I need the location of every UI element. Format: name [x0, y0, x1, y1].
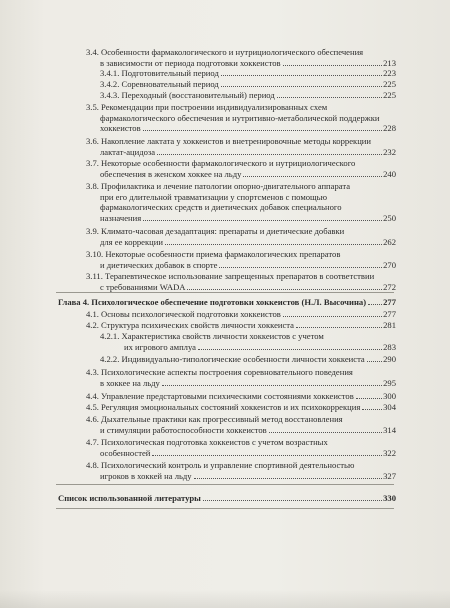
leader-dots: [165, 244, 382, 245]
leader-dots: [296, 327, 382, 328]
page-number: 327: [383, 470, 396, 481]
leader-dots: [198, 349, 382, 350]
toc-line: 3.4.1. Подготовительный период: [100, 68, 219, 78]
toc-line: 3.10. Некоторые особенности приема фармакологических препаратов: [86, 249, 341, 259]
page-shadow: [0, 590, 450, 608]
page-number: 300: [383, 391, 396, 401]
toc-entry-chapter-4: [58, 297, 396, 308]
toc-line: и стимуляции работоспособности хоккеистов: [100, 424, 267, 435]
page-number: 225: [383, 90, 396, 100]
toc-line: 4.7. Психологическая подготовка хоккеистов с учетом возрастных: [86, 437, 328, 447]
toc-line: с требованиями WADA: [100, 281, 186, 292]
toc-entry-4-2-1: [100, 331, 396, 352]
page-number: 262: [383, 236, 396, 247]
section-divider: [56, 484, 394, 485]
toc-entry-3-5: [86, 102, 396, 134]
toc-entry-4-2-2: [100, 354, 396, 365]
page-number: 314: [383, 424, 396, 435]
toc-entry-4-1: [86, 309, 396, 320]
toc-line: 4.2. Структура психических свойств личности хоккеиста: [86, 320, 294, 330]
page-number: 322: [383, 447, 396, 458]
leader-dots: [362, 409, 382, 410]
toc-entry-3-4-3: [100, 90, 396, 101]
toc-line: для ее коррекции: [100, 236, 163, 247]
toc-entry-3-9: [86, 226, 396, 247]
toc-line: назначения: [100, 212, 142, 223]
toc-entry-4-8: [86, 460, 396, 481]
leader-dots: [269, 432, 382, 433]
toc-line: фармакологических средств и диетических добавок специального: [100, 202, 342, 213]
leader-dots: [356, 398, 382, 399]
toc-entry-bibliography: [58, 493, 396, 504]
leader-dots: [157, 154, 382, 155]
toc-line: 3.4.3. Переходный (восстановительный) период: [100, 90, 275, 100]
page-number: 223: [383, 68, 396, 78]
page-number: 295: [383, 377, 396, 388]
page-number: 225: [383, 79, 396, 89]
toc-line: 4.5. Регуляция эмоциональных состояний хоккеистов и их психокоррекция: [86, 402, 361, 412]
toc-entry-4-4: [86, 391, 396, 402]
page-number: 281: [383, 320, 396, 330]
toc-entry-4-7: [86, 437, 396, 458]
toc-line: 3.9. Климато-часовая дезадаптация: препараты и диетические добавки: [86, 226, 345, 236]
leader-dots: [283, 65, 383, 66]
toc-line: 4.8. Психологический контроль и управление спортивной деятельностью: [86, 460, 355, 470]
leader-dots: [152, 455, 382, 456]
leader-dots: [143, 130, 382, 131]
toc-line: хоккеистов: [100, 123, 141, 134]
toc-line: и диетических добавок в спорте: [100, 259, 218, 270]
section-divider: [56, 508, 394, 509]
leader-dots: [277, 97, 382, 98]
leader-dots: [162, 385, 382, 386]
toc-line: 4.3. Психологические аспекты построения соревновательного поведения: [86, 367, 353, 377]
toc-line: 3.7. Некоторые особенности фармакологического и нутрициологического: [86, 158, 356, 168]
toc-entry-3-4-1: [100, 68, 396, 79]
page-number: 228: [383, 123, 396, 134]
leader-dots: [187, 289, 382, 290]
toc-line: обеспечения в женском хоккее на льду: [100, 168, 242, 179]
toc-entry-4-5: [86, 402, 396, 413]
page-number: 272: [383, 281, 396, 292]
toc-line: 4.1. Основы психологической подготовки хоккеистов: [86, 309, 281, 319]
toc-line: 4.2.2. Индивидуально-типологические особенности личности хоккеиста: [100, 354, 365, 364]
toc-entry-4-6: [86, 414, 396, 435]
toc-line: при его длительной травматизации у спортсменов с помощью: [100, 191, 328, 202]
toc-line: 4.6. Дыхательные практики как прогрессивный метод восстановления: [86, 414, 343, 424]
toc-entry-4-2: [86, 320, 396, 331]
section-divider: [56, 292, 394, 293]
leader-dots: [221, 86, 382, 87]
toc-line: игроков в хоккей на льду: [100, 470, 192, 481]
page-number: 290: [383, 354, 396, 364]
page-number: 240: [383, 168, 396, 179]
toc-line: фармакологического обеспечения и нутритивно-метаболической поддержки: [100, 112, 380, 123]
toc-line: 3.11. Терапевтическое использование запрещенных препаратов в соответствии: [86, 271, 375, 281]
toc-entry-3-11: [86, 271, 396, 292]
toc-line: в хоккее на льду: [100, 377, 160, 388]
page-number: 232: [383, 146, 396, 157]
page-number: 270: [383, 259, 396, 270]
toc-line: 3.4.2. Соревновательный период: [100, 79, 219, 89]
page-number: 277: [383, 297, 396, 307]
toc-line: в зависимости от периода подготовки хоккеистов: [100, 57, 281, 68]
toc-line: особенностей: [100, 447, 151, 458]
toc-entry-4-3: [86, 367, 396, 388]
toc-entry-3-8: [86, 181, 396, 223]
leader-dots: [219, 267, 382, 268]
leader-dots: [143, 220, 382, 221]
leader-dots: [194, 478, 383, 479]
leader-dots: [367, 361, 382, 362]
page-number: 283: [383, 341, 396, 352]
toc-line: 3.6. Накопление лактата у хоккеистов и внетренировочные методы коррекции: [86, 136, 371, 146]
toc-line: 4.4. Управление предстартовыми психическими состояниями хоккеистов: [86, 391, 354, 401]
toc-line: их игрового амплуа: [124, 341, 196, 352]
page-number: 250: [383, 212, 396, 223]
toc-entry-3-10: [86, 249, 396, 270]
leader-dots: [203, 500, 382, 501]
page-number: 330: [383, 493, 396, 503]
leader-dots: [221, 75, 382, 76]
toc-entry-3-7: [86, 158, 396, 179]
toc-entry-3-4-2: [100, 79, 396, 90]
page-number: 213: [383, 57, 396, 68]
toc-line: 3.4. Особенности фармакологического и нутрициологического обеспечения: [86, 47, 364, 57]
toc-entry-3-4: [86, 47, 396, 68]
leader-dots: [368, 304, 382, 305]
toc-line: 3.5. Рекомендации при построении индивидуализированных схем: [86, 102, 328, 112]
chapter-title: Глава 4. Психологическое обеспечение подготовки хоккеистов (Н.Л. Высочина): [58, 297, 367, 307]
page-number: 304: [383, 402, 396, 412]
leader-dots: [243, 176, 382, 177]
chapter-title: Список использованной литературы: [58, 493, 201, 503]
toc-line: лактат-ацидоза: [100, 146, 156, 157]
page-number: 277: [383, 309, 396, 319]
toc-line: 3.8. Профилактика и лечение патологии опорно-двигательного аппарата: [86, 181, 351, 191]
leader-dots: [283, 316, 382, 317]
toc-entry-3-6: [86, 136, 396, 157]
toc-line: 4.2.1. Характеристика свойств личности хоккеистов с учетом: [100, 331, 324, 341]
